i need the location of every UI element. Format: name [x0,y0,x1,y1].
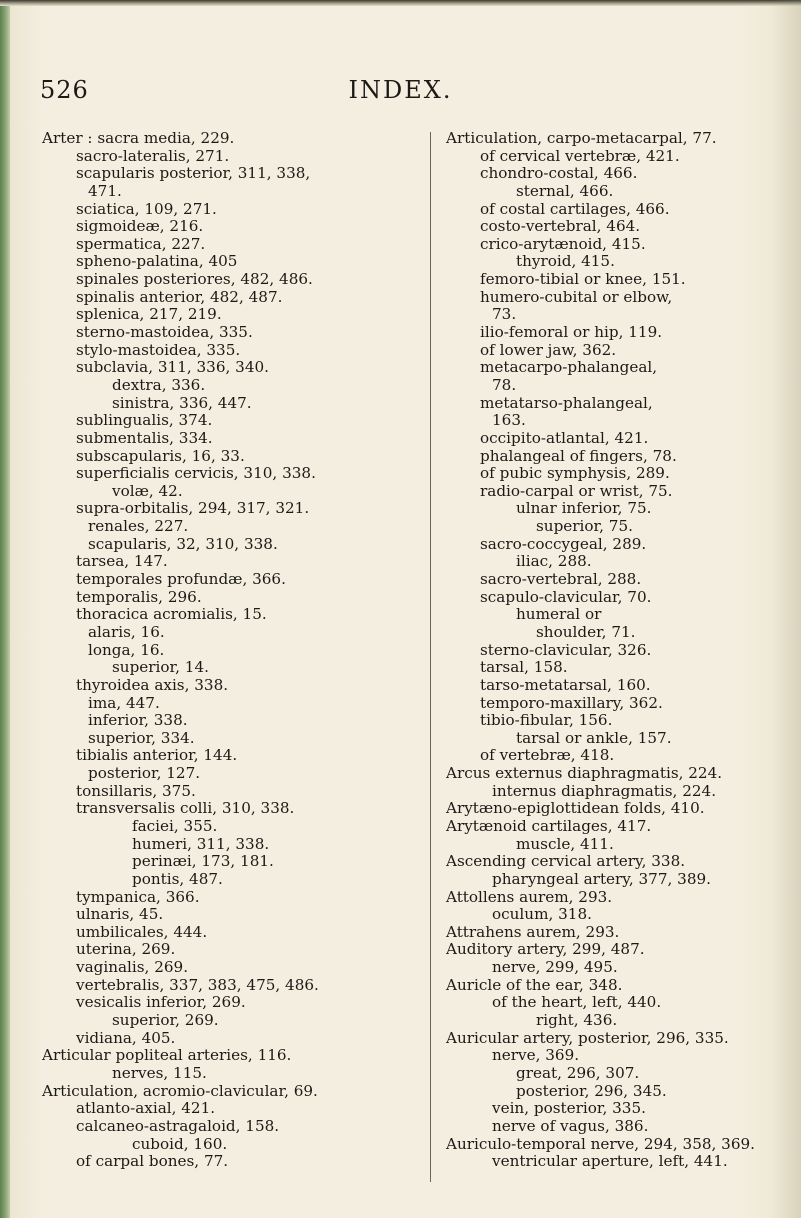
index-entry: Auditory artery, 299, 487. [446,940,645,959]
index-entry: metatarso-phalangeal, [480,393,653,412]
index-entry: vidiana, 405. [76,1028,176,1047]
index-entry: calcaneo-astragaloid, 158. [76,1116,280,1135]
index-entry: superior, 269. [112,1011,219,1030]
index-entry: of pubic symphysis, 289. [480,464,670,483]
index-entry: femoro-tibial or knee, 151. [480,270,686,289]
index-entry: phalangeal of fingers, 78. [480,446,677,465]
index-entry: 163. [492,411,526,430]
index-entry: sacro-coccygeal, 289. [480,534,647,553]
index-entry: tonsillaris, 375. [76,781,196,800]
index-entry: humero-cubital or elbow, [480,287,673,306]
index-entry: sacro-lateralis, 271. [76,146,230,165]
index-entry: sterno-mastoidea, 335. [76,323,253,342]
index-entry: crico-arytænoid, 415. [480,234,646,253]
index-entry: thoracica acromialis, 15. [76,605,267,624]
index-entry: spermatica, 227. [76,234,206,253]
index-entry: sublingualis, 374. [76,411,213,430]
index-entry: subscapularis, 16, 33. [76,446,245,465]
index-entry: transversalis colli, 310, 338. [76,799,295,818]
index-entry: tarsea, 147. [76,552,168,571]
index-entry: posterior, 296, 345. [516,1081,667,1100]
index-entry: tibio-fibular, 156. [480,711,613,730]
left-index-column [42,130,422,1171]
index-entry: stylo-mastoidea, 335. [76,340,241,359]
index-entry: Articular popliteal arteries, 116. [42,1046,292,1065]
index-entry: pharyngeal artery, 377, 389. [492,869,711,888]
index-entry: muscle, 411. [516,834,614,853]
index-entry: nerve, 299, 495. [492,958,618,977]
index-entry: subclavia, 311, 336, 340. [76,358,269,377]
index-entry: superior, 334. [88,728,195,747]
index-entry: Arytænoid cartilages, 417. [446,816,652,835]
index-entry: humeri, 311, 338. [132,834,270,853]
index-entry: inferior, 338. [88,711,188,730]
index-entry: vesicalis inferior, 269. [76,993,246,1012]
index-entry: uterina, 269. [76,940,176,959]
index-entry: ulnar inferior, 75. [516,499,652,518]
index-entry: longa, 16. [88,640,165,659]
index-entry: superior, 14. [112,658,209,677]
index-entry: sternal, 466. [516,181,614,200]
index-entry: cuboid, 160. [132,1134,228,1153]
index-entry: sinistra, 336, 447. [112,393,252,412]
index-entry: ulnaris, 45. [76,905,164,924]
index-entry: right, 436. [536,1011,618,1030]
index-entry: radio-carpal or wrist, 75. [480,481,673,500]
index-entry: superficialis cervicis, 310, 338. [76,464,316,483]
index-entry: perinæi, 173, 181. [132,852,274,871]
index-entry: splenica, 217, 219. [76,305,222,324]
index-entry: Auriculo-temporal nerve, 294, 358, 369. [446,1134,756,1153]
index-entry: temporalis, 296. [76,587,202,606]
index-entry: posterior, 127. [88,764,201,783]
index-entry: of the heart, left, 440. [492,993,662,1012]
index-entry: sacro-vertebral, 288. [480,570,642,589]
page-top-edge [0,0,801,6]
index-entry: great, 296, 307. [516,1063,640,1082]
index-entry: Articulation, carpo-metacarpal, 77. [446,129,717,147]
index-entry: dextra, 336. [112,375,206,394]
index-entry: nerve, 369. [492,1046,580,1065]
index-entry: vaginalis, 269. [76,958,189,977]
index-entry: 78. [492,375,517,394]
index-entry: metacarpo-phalangeal, [480,358,658,377]
index-entry: Ascending cervical artery, 338. [446,852,686,871]
index-entry: shoulder, 71. [536,622,636,641]
index-entry: of vertebræ, 418. [480,746,615,765]
index-entry: occipito-atlantal, 421. [480,428,649,447]
index-entry: Arcus externus diaphragmatis, 224. [446,764,723,783]
index-entry: tibialis anterior, 144. [76,746,238,765]
index-entry: humeral or [516,605,602,624]
index-entry: faciei, 355. [132,816,218,835]
index-entry: pontis, 487. [132,869,223,888]
index-entry: tarsal, 158. [480,658,568,677]
index-entry: ventricular aperture, left, 441. [492,1152,728,1171]
index-entry: atlanto-axial, 421. [76,1099,216,1118]
index-entry: ima, 447. [88,693,160,712]
index-entry: spheno-palatina, 405 [76,252,238,271]
index-entry: internus diaphragmatis, 224. [492,781,717,800]
index-entry: scapularis, 32, 310, 338. [88,534,278,553]
index-entry: 73. [492,305,517,324]
index-entry: temporales profundæ, 366. [76,570,286,589]
index-entry: of lower jaw, 362. [480,340,617,359]
index-entry: temporo-maxillary, 362. [480,693,663,712]
index-entry: nerve of vagus, 386. [492,1116,649,1135]
index-entry: tarso-metatarsal, 160. [480,675,651,694]
index-entry: Auricle of the ear, 348. [446,975,623,994]
index-entry: Arter : sacra media, 229. [42,129,235,147]
index-entry: alaris, 16. [88,622,165,641]
index-entry: Arytæno-epiglottidean folds, 410. [446,799,705,818]
index-entry: chondro-costal, 466. [480,164,638,183]
index-entry: scapulo-clavicular, 70. [480,587,652,606]
index-entry: umbilicales, 444. [76,922,208,941]
index-entry: spinales posteriores, 482, 486. [76,270,313,289]
index-entry: supra-orbitalis, 294, 317, 321. [76,499,310,518]
index-entry: oculum, 318. [492,905,592,924]
index-entry: vein, posterior, 335. [492,1099,646,1118]
index-entry: renales, 227. [88,517,189,536]
index-entry: iliac, 288. [516,552,592,571]
book-binding-edge [0,0,10,1218]
index-entry: sterno-clavicular, 326. [480,640,652,659]
index-entry: submentalis, 334. [76,428,213,447]
index-entry: thyroidea axis, 338. [76,675,229,694]
right-index-column [446,130,781,1171]
index-entry: sciatica, 109, 271. [76,199,217,218]
index-entry: Attollens aurem, 293. [446,887,613,906]
index-entry: Attrahens aurem, 293. [446,922,620,941]
index-entry: superior, 75. [536,517,633,536]
index-entry: spinalis anterior, 482, 487. [76,287,283,306]
page-number: 526 [40,76,89,104]
column-divider [430,132,431,1182]
index-entry: tarsal or ankle, 157. [516,728,672,747]
index-entry: thyroid, 415. [516,252,615,271]
page-title: INDEX. [348,76,453,104]
index-entry: nerves, 115. [112,1063,207,1082]
index-entry: scapularis posterior, 311, 338, [76,164,311,183]
index-entry: 471. [88,181,122,200]
index-entry: of cervical vertebræ, 421. [480,146,680,165]
index-entry: vertebralis, 337, 383, 475, 486. [76,975,319,994]
index-entry: of costal cartilages, 466. [480,199,670,218]
index-entry: of carpal bones, 77. [76,1152,229,1171]
index-entry: tympanica, 366. [76,887,200,906]
index-entry: volæ, 42. [112,481,183,500]
index-entry: costo-vertebral, 464. [480,217,641,236]
index-entry: ilio-femoral or hip, 119. [480,323,663,342]
index-entry: Articulation, acromio-clavicular, 69. [42,1081,318,1100]
index-entry: sigmoideæ, 216. [76,217,204,236]
index-entry: Auricular artery, posterior, 296, 335. [446,1028,729,1047]
